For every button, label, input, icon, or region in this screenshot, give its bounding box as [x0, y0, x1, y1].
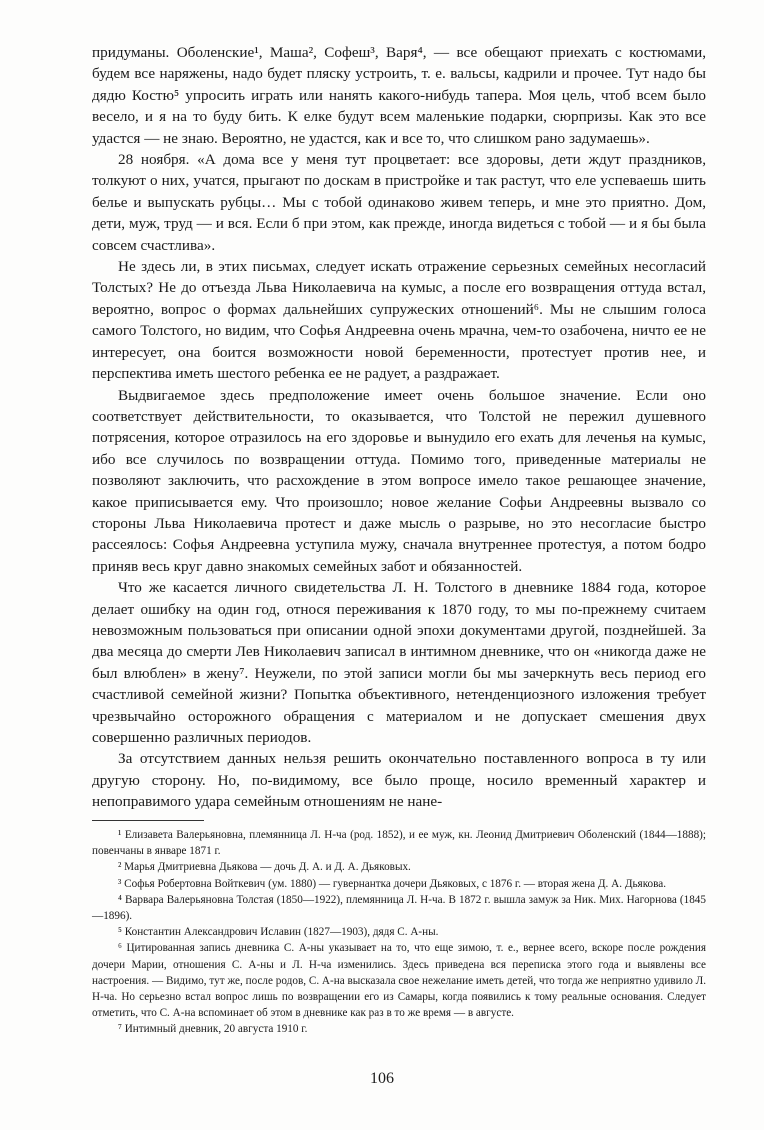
paragraph: Не здесь ли, в этих письмах, следует искать отражение серьезных семейных несогласий Толстых? Не до отъезда Льва Николаевича на кумыс, а после его возвращения оттуда встал, вероятно, вопрос о формах дальнейших супружеских отношений⁶. Мы не слышим голоса самого Толстого, но видим, что Софья Андреевна очень мрачна, чем-то озабочена, ничто ее не интересует, она боится возможности новой беременности, протестует против нее, и перспектива иметь шестого ребенка ее не радует, а раздражает. — [92, 258, 706, 383]
footnote: ³ Софья Робертовна Войткевич (ум. 1880) — гувернантка дочери Дьяковых, с 1876 г. — вторая жена Д. А. Дьякова. — [118, 877, 667, 890]
paragraph: 28 ноября. «А дома все у меня тут процветает: все здоровы, дети ждут праздников, толкуют о них, учатся, прыгают по доскам в пристройке и так растут, что еле успеваешь шить белье и выпускать рубцы… Мы с тобой одинаково живем теперь, и мне это приятно. Дом, дети, муж, труд — и вся. Если б при этом, как прежде, иногда видеться с тобой — и я бы была совсем счастлива». — [92, 151, 706, 254]
paragraph: За отсутствием данных нельзя решить окончательно поставленного вопроса в ту или другую сторону. Но, по-видимому, все было проще, носило временный характер и непоправимого удара семейным отношениям не нане- — [92, 750, 706, 811]
page-number: 106 — [370, 1070, 394, 1087]
footnote: ² Марья Дмитриевна Дьякова — дочь Д. А. и Д. А. Дьяковых. — [118, 861, 411, 874]
footnotes — [92, 827, 706, 1038]
paragraph: придуманы. Оболенские¹, Маша², Софеш³, Варя⁴, — все обещают приехать с костюмами, будем все наряжены, надо будет пляску устроить, т. е. вальсы, кадрили и прочее. Тут надо бы дядю Костю⁵ упросить играть или нанять какого-нибудь тапера. Моя цель, чтоб всем было весело, и я на то буду бить. К елке будут всем маленькие подарки, сюрпризы. Как это все удастся — не знаю. Вероятно, не удастся, как и все то, что слишком рано задумаешь». — [92, 44, 706, 147]
paragraph: Что же касается личного свидетельства Л. Н. Толстого в дневнике 1884 года, которое делает ошибку на один год, относя переживания к 1870 году, то мы по-прежнему считаем невозможным пользоваться при описании одной эпохи документами другой, позднейшей. За два месяца до смерти Лев Николаевич записал в интимном дневнике, что он «никогда даже не был влюблен» в жену⁷. Неужели, по этой записи могли бы мы зачеркнуть весь период его счастливой семейной жизни? Попытка объективного, нетенденциозного изложения требует чрезвычайно осторожного обращения с материалом и не допускает смешения двух совершенно различных периодов. — [92, 579, 706, 746]
footnote: ⁵ Константин Александрович Иславин (1827—1903), дядя С. А-ны. — [118, 926, 439, 939]
footnote-divider — [92, 820, 204, 821]
footnote: ⁶ Цитированная запись дневника С. А-ны указывает на то, что еще зимою, т. е., вернее всего, вскоре после рождения дочери Марии, отношения С. А-ны и Л. Н-ча изменились. Здесь приведена вся переписка этого года и выявлены все настроения. — Видимо, тут же, после родов, С. А-на высказала свое нежелание иметь детей, что тогда же неприятно удивило Л. Н-ча. Но серьезно встал вопрос лишь по возвращении его из Самары, когда появились к тому реальные основания. Следует отметить, что С. А-на вспоминает об этом в дневнике как раз в то же время — в августе. — [92, 942, 706, 1020]
main-text — [92, 42, 706, 813]
paragraph: Выдвигаемое здесь предположение имеет очень большое значение. Если оно соответствует действительности, то оказывается, что Толстой не пережил душевного потрясения, которое отразилось на его здоровье и вынудило его ехать для леченья на кумыс, ибо все случилось по возвращении оттуда. Помимо того, приведенные материалы не позволяют заключить, что расхождение в этом вопросе имело такое решающее значение, какое приписывается ему. Что произошло; новое желание Софьи Андреевны вызвало со стороны Льва Николаевича протест и даже мысль о разрыве, но это несогласие быстро рассеялось: Софья Андреевна уступила мужу, сначала внутреннее протестуя, а потом бодро приняв весь круг давно знакомых семейных забот и обязанностей. — [92, 386, 706, 575]
footnote: ¹ Елизавета Валерьяновна, племянница Л. Н-ча (род. 1852), и ее муж, кн. Леонид Дмитриевич Оболенский (1844—1888); повенчаны в январе 1871 г. — [92, 829, 706, 858]
footnote: ⁴ Варвара Валерьяновна Толстая (1850—1922), племянница Л. Н-ча. В 1872 г. вышла замуж за Ник. Мих. Нагорнова (1845—1896). — [92, 893, 706, 923]
footnote: ⁷ Интимный дневник, 20 августа 1910 г. — [118, 1023, 308, 1036]
